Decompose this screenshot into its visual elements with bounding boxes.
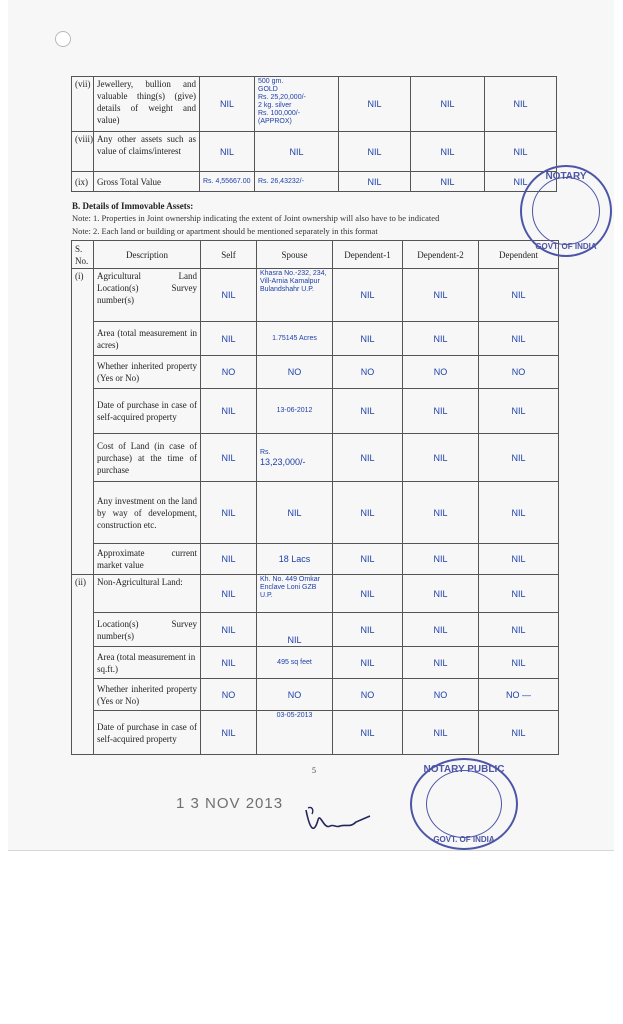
- row-description: Cost of Land (in case of purchase) at the time of purchase: [94, 434, 201, 482]
- row-description: Whether inherited property (Yes or No): [94, 356, 201, 389]
- row-description: Any investment on the land by way of development, construction etc.: [94, 482, 201, 544]
- dependent-1-value: NIL: [333, 711, 403, 755]
- signature: [300, 800, 380, 840]
- dependent-3-value: NIL: [479, 389, 559, 434]
- spouse-value: 18 Lacs: [257, 544, 333, 575]
- date-stamp: 1 3 NOV 2013: [176, 795, 284, 812]
- table-row: [72, 544, 559, 575]
- table-row: [72, 322, 559, 356]
- dependent-3-value: NO —: [479, 679, 559, 711]
- dependent-2-value: NIL: [403, 613, 479, 647]
- header-dependent-3: Dependent: [479, 241, 559, 269]
- row-number: (ix): [72, 172, 94, 192]
- table-row: [72, 269, 559, 322]
- dependent-3-value: NIL: [479, 647, 559, 679]
- row-description: Approximate current market value: [94, 544, 201, 575]
- self-value: NIL: [201, 482, 257, 544]
- dependent-3-value: NO: [479, 356, 559, 389]
- self-value: NIL: [201, 711, 257, 755]
- self-value: NIL: [201, 434, 257, 482]
- spouse-line: 2 kg. silver: [258, 102, 292, 109]
- table-row: [72, 132, 557, 172]
- table-row: [72, 679, 559, 711]
- row-description: Jewellery, bullion and valuable thing(s) (give) details of weight and value): [94, 77, 200, 132]
- table-row: [72, 356, 559, 389]
- header-dependent-2: Dependent-2: [403, 241, 479, 269]
- row-number: (ii): [72, 575, 94, 755]
- seal-inner-ring: [532, 177, 600, 245]
- dependent-2-value: NIL: [403, 711, 479, 755]
- header-spouse: Spouse: [257, 241, 333, 269]
- spouse-line: Rs. 25,20,000/-: [258, 94, 306, 101]
- table-row: [72, 172, 557, 192]
- self-value: NIL: [201, 269, 257, 322]
- dependent-3-value: NIL: [479, 544, 559, 575]
- dependent-2-value: NO: [403, 356, 479, 389]
- row-number: (viii): [72, 132, 94, 172]
- spouse-value: 495 sq feet: [257, 647, 333, 679]
- dependent-1-value: NIL: [333, 434, 403, 482]
- dependent-1-value: NIL: [333, 482, 403, 544]
- dependent-1-value: NIL: [333, 322, 403, 356]
- self-value: NIL: [201, 613, 257, 647]
- dependent-3-value: NIL: [479, 322, 559, 356]
- self-value: NIL: [200, 132, 255, 172]
- dependent-1-value: NIL: [333, 544, 403, 575]
- notary-seal-top: [520, 165, 612, 257]
- row-description: Location(s) Survey number(s): [94, 613, 201, 647]
- seal-inner-ring: [426, 770, 502, 838]
- table-row: [72, 575, 559, 613]
- spouse-value: Kh. No. 449 Omkar Enclave Loni GZB U.P.: [257, 575, 333, 613]
- dependent-3-value: NIL: [479, 482, 559, 544]
- spouse-value: NIL: [257, 613, 333, 647]
- page-number: 5: [312, 766, 316, 775]
- seal-top-text: NOTARY: [545, 171, 587, 182]
- dependent-2-value: NIL: [403, 575, 479, 613]
- dependent-2-value: NIL: [411, 77, 485, 132]
- spouse-line: 500 gm.: [258, 78, 284, 85]
- spouse-value: 13-06-2012: [257, 389, 333, 434]
- dependent-3-value: NIL: [485, 77, 557, 132]
- dependent-2-value: NIL: [403, 482, 479, 544]
- seal-bottom-text: GOVT. OF INDIA: [535, 242, 597, 251]
- dependent-2-value: NIL: [411, 132, 485, 172]
- table-row: [72, 711, 559, 755]
- row-description: Area (total measurement in acres): [94, 322, 201, 356]
- table-row: [72, 77, 557, 132]
- dependent-3-value: NIL: [479, 434, 559, 482]
- table-row: [72, 389, 559, 434]
- self-value: NIL: [201, 647, 257, 679]
- table-header-row: [72, 241, 559, 269]
- self-value: NIL: [201, 322, 257, 356]
- immovable-assets-title: B. Details of Immovable Assets:: [72, 201, 194, 211]
- dependent-2-value: NIL: [403, 269, 479, 322]
- dependent-3-value: NIL: [479, 575, 559, 613]
- seal-bottom-text: GOVT. OF INDIA: [433, 835, 495, 844]
- self-value: NIL: [201, 575, 257, 613]
- spouse-value: NO: [257, 679, 333, 711]
- self-value: NIL: [201, 544, 257, 575]
- dependent-2-value: NIL: [411, 172, 485, 192]
- note-2: Note: 2. Each land or building or apartment should be mentioned separately in this format: [72, 226, 378, 236]
- spouse-value: NIL: [255, 132, 339, 172]
- row-description: Any other assets such as value of claims/interest: [94, 132, 200, 172]
- self-value: Rs. 4,55667.00: [200, 172, 255, 192]
- spouse-line: Rs.: [260, 448, 271, 456]
- dependent-1-value: NIL: [339, 132, 411, 172]
- dependent-1-value: NIL: [333, 575, 403, 613]
- dependent-2-value: NIL: [403, 544, 479, 575]
- header-dependent-1: Dependent-1: [333, 241, 403, 269]
- spouse-value: NIL: [257, 482, 333, 544]
- table-row: [72, 434, 559, 482]
- dependent-1-value: NIL: [333, 389, 403, 434]
- dependent-3-value: NIL: [479, 711, 559, 755]
- spouse-value: [255, 77, 339, 132]
- dependent-1-value: NIL: [339, 77, 411, 132]
- seal-top-text: NOTARY PUBLIC: [423, 764, 505, 775]
- row-description: Gross Total Value: [94, 172, 200, 192]
- spouse-value: 03-05-2013: [257, 711, 333, 755]
- row-description: Area (total measurement in sq.ft.): [94, 647, 201, 679]
- spouse-value: Khasra No.-232, 234, Vill-Arnia Kamalpur Bulandshahr U.P.: [257, 269, 333, 322]
- spouse-line: GOLD: [258, 86, 278, 93]
- row-description: Date of purchase in case of self-acquired property: [94, 389, 201, 434]
- immovable-assets-table: [71, 240, 559, 755]
- note-1: Note: 1. Properties in Joint ownership indicating the extent of Joint ownership will also have to be indicated: [72, 213, 440, 223]
- dependent-2-value: NIL: [403, 322, 479, 356]
- dependent-1-value: NIL: [333, 269, 403, 322]
- movable-assets-continued-table: [71, 76, 557, 192]
- self-value: NIL: [201, 389, 257, 434]
- spouse-line: 13,23,000/-: [260, 456, 306, 467]
- dependent-1-value: NIL: [333, 613, 403, 647]
- dependent-3-value: NIL: [479, 613, 559, 647]
- table-row: [72, 647, 559, 679]
- table-row: [72, 613, 559, 647]
- table-row: [72, 482, 559, 544]
- header-sno: S. No.: [72, 241, 94, 269]
- row-description: Whether inherited property (Yes or No): [94, 679, 201, 711]
- dependent-1-value: NO: [333, 679, 403, 711]
- spouse-line: Rs. 100,000/- (APPROX): [258, 110, 301, 125]
- self-value: NO: [201, 356, 257, 389]
- dependent-3-value: NIL: [479, 269, 559, 322]
- spouse-value: 1.75145 Acres: [257, 322, 333, 356]
- row-description: Agricultural Land Location(s) Survey number(s): [94, 269, 201, 322]
- dependent-3-value: NIL: [485, 172, 557, 192]
- dependent-1-value: NO: [333, 356, 403, 389]
- dependent-2-value: NIL: [403, 647, 479, 679]
- spouse-value: NO: [257, 356, 333, 389]
- row-description: Non-Agricultural Land:: [94, 575, 201, 613]
- dependent-2-value: NIL: [403, 434, 479, 482]
- notary-seal-bottom: [410, 758, 518, 850]
- row-description: Date of purchase in case of self-acquired property: [94, 711, 201, 755]
- self-value: NO: [201, 679, 257, 711]
- self-value: NIL: [200, 77, 255, 132]
- header-description: Description: [94, 241, 201, 269]
- dependent-2-value: NO: [403, 679, 479, 711]
- row-number: (i): [72, 269, 94, 575]
- dependent-2-value: NIL: [403, 389, 479, 434]
- row-number: (vii): [72, 77, 94, 132]
- punch-hole: [55, 31, 71, 47]
- dependent-1-value: NIL: [339, 172, 411, 192]
- header-self: Self: [201, 241, 257, 269]
- spouse-value: [257, 434, 333, 482]
- dependent-1-value: NIL: [333, 647, 403, 679]
- spouse-value: Rs. 26,43232/-: [255, 172, 339, 192]
- dependent-3-value: NIL: [485, 132, 557, 172]
